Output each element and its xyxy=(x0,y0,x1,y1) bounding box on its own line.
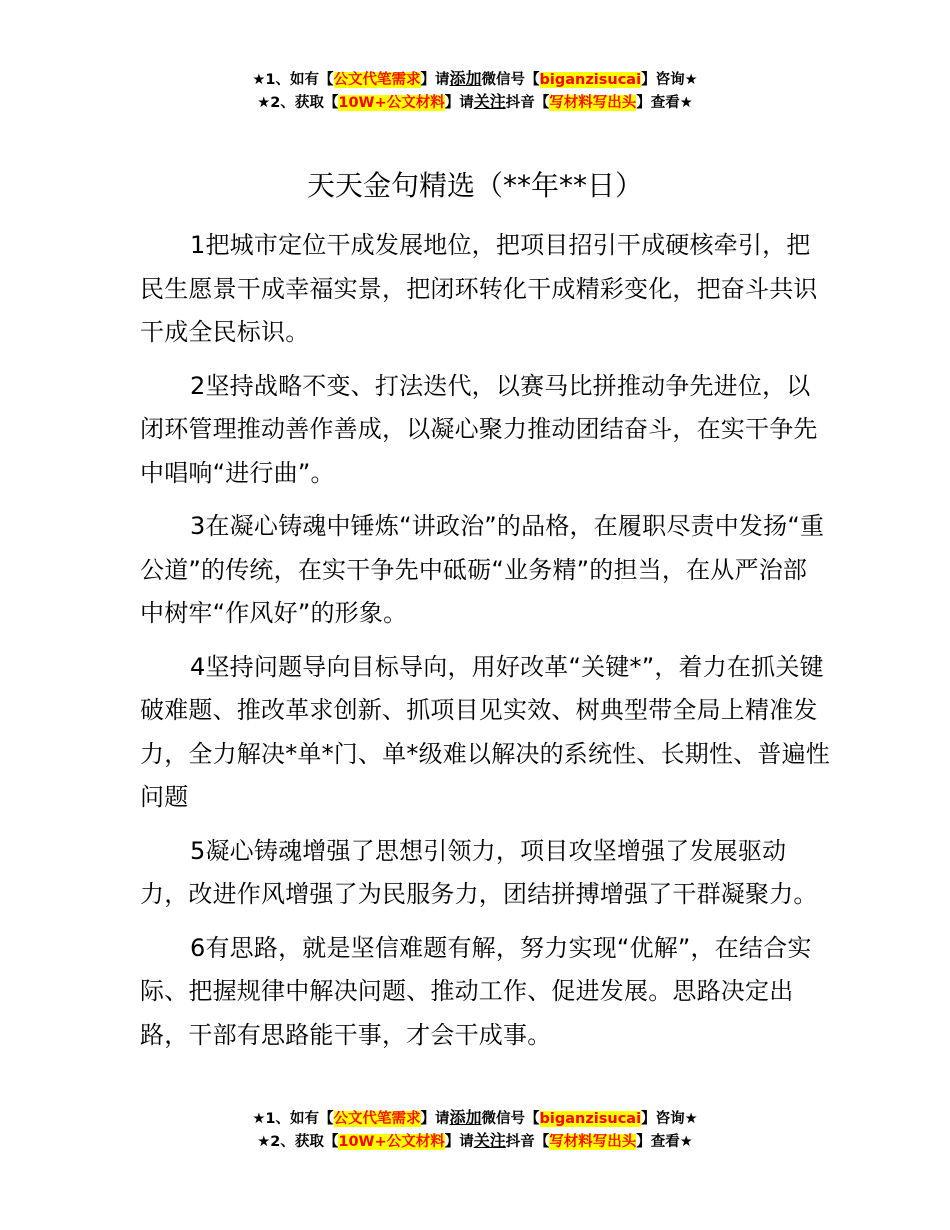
banner-text: ★2、获取【 xyxy=(257,95,339,111)
paragraph-3: 3在凝心铸魂中锤炼“讲政治”的品格，在履职尽责中发扬“重公道”的传统，在实干争先中砥砺“业务精”的担当，在从严治部中树牢“作风好”的形象。 xyxy=(140,512,825,627)
banner-underline-follow: 关注 xyxy=(473,1131,506,1150)
banner-text: 】请 xyxy=(444,95,474,111)
banner-text: 】请 xyxy=(420,1111,450,1127)
banner-highlight-service: 公文代笔需求 xyxy=(333,1111,421,1127)
banner-highlight-wechat-id: biganzisucai xyxy=(539,72,642,88)
banner-line-2 xyxy=(0,1130,950,1153)
banner-highlight-materials: 10W+公文材料 xyxy=(338,95,445,111)
document-title: 天天金句精选（**年**日） xyxy=(306,169,643,202)
banner-highlight-service: 公文代笔需求 xyxy=(333,72,421,88)
banner-text: 】请 xyxy=(444,1134,474,1150)
banner-text: 】咨询★ xyxy=(641,72,698,88)
paragraph-6: 6有思路，就是坚信难题有解，努力实现“优解”，在结合实际、把握规律中解决问题、推动工作、促进发展。思路决定出路，干部有思路能干事，才会干成事。 xyxy=(140,933,812,1049)
banner-text: 抖音【 xyxy=(505,1134,550,1150)
banner-line-1 xyxy=(0,1107,950,1130)
banner-underline-add: 添加 xyxy=(449,69,482,88)
banner-text: 抖音【 xyxy=(505,95,550,111)
banner-line-1 xyxy=(0,68,950,91)
banner-text: 】咨询★ xyxy=(641,1111,698,1127)
paragraph-2: 2坚持战略不变、打法迭代，以赛马比拼推动争先进位，以闭环管理推动善作善成，以凝心聚力推动团结奋斗，在实干争先中唱响“进行曲”。 xyxy=(140,371,818,487)
banner-text: 】查看★ xyxy=(636,95,693,111)
banner-text: ★1、如有【 xyxy=(252,72,334,88)
banner-highlight-douyin: 写材料写出头 xyxy=(549,95,637,111)
banner-text: ★2、获取【 xyxy=(257,1134,339,1150)
footer-banner xyxy=(0,1107,950,1153)
paragraph-5: 5凝心铸魂增强了思想引领力，项目攻坚增强了发展驱动力，改进作风增强了为民服务力，团结拼搏增强了干群凝聚力。 xyxy=(140,836,818,908)
banner-underline-add: 添加 xyxy=(449,1108,482,1127)
paragraph-1: 1把城市定位干成发展地位，把项目招引干成硬核牵引，把民生愿景干成幸福实景，把闭环转化干成精彩变化，把奋斗共识干成全民标识。 xyxy=(140,231,818,346)
paragraph-4: 4坚持问题导向目标导向，用好改革“关键*”，着力在抓关键破难题、推改革求创新、抓项目见实效、树典型带全局上精准发力，全力解决*单*门、单*级难以解决的系统性、长期性、普遍性问题 xyxy=(140,652,830,811)
banner-line-2 xyxy=(0,91,950,114)
banner-text: 】请 xyxy=(420,72,450,88)
banner-text: ★1、如有【 xyxy=(252,1111,334,1127)
header-banner xyxy=(0,68,950,114)
banner-text: 】查看★ xyxy=(636,1134,693,1150)
banner-text: 微信号【 xyxy=(481,1111,540,1127)
banner-highlight-wechat-id: biganzisucai xyxy=(539,1111,642,1127)
banner-highlight-douyin: 写材料写出头 xyxy=(549,1134,637,1150)
banner-highlight-materials: 10W+公文材料 xyxy=(338,1134,445,1150)
banner-text: 微信号【 xyxy=(481,72,540,88)
banner-underline-follow: 关注 xyxy=(473,92,506,111)
document-body xyxy=(140,224,830,1067)
